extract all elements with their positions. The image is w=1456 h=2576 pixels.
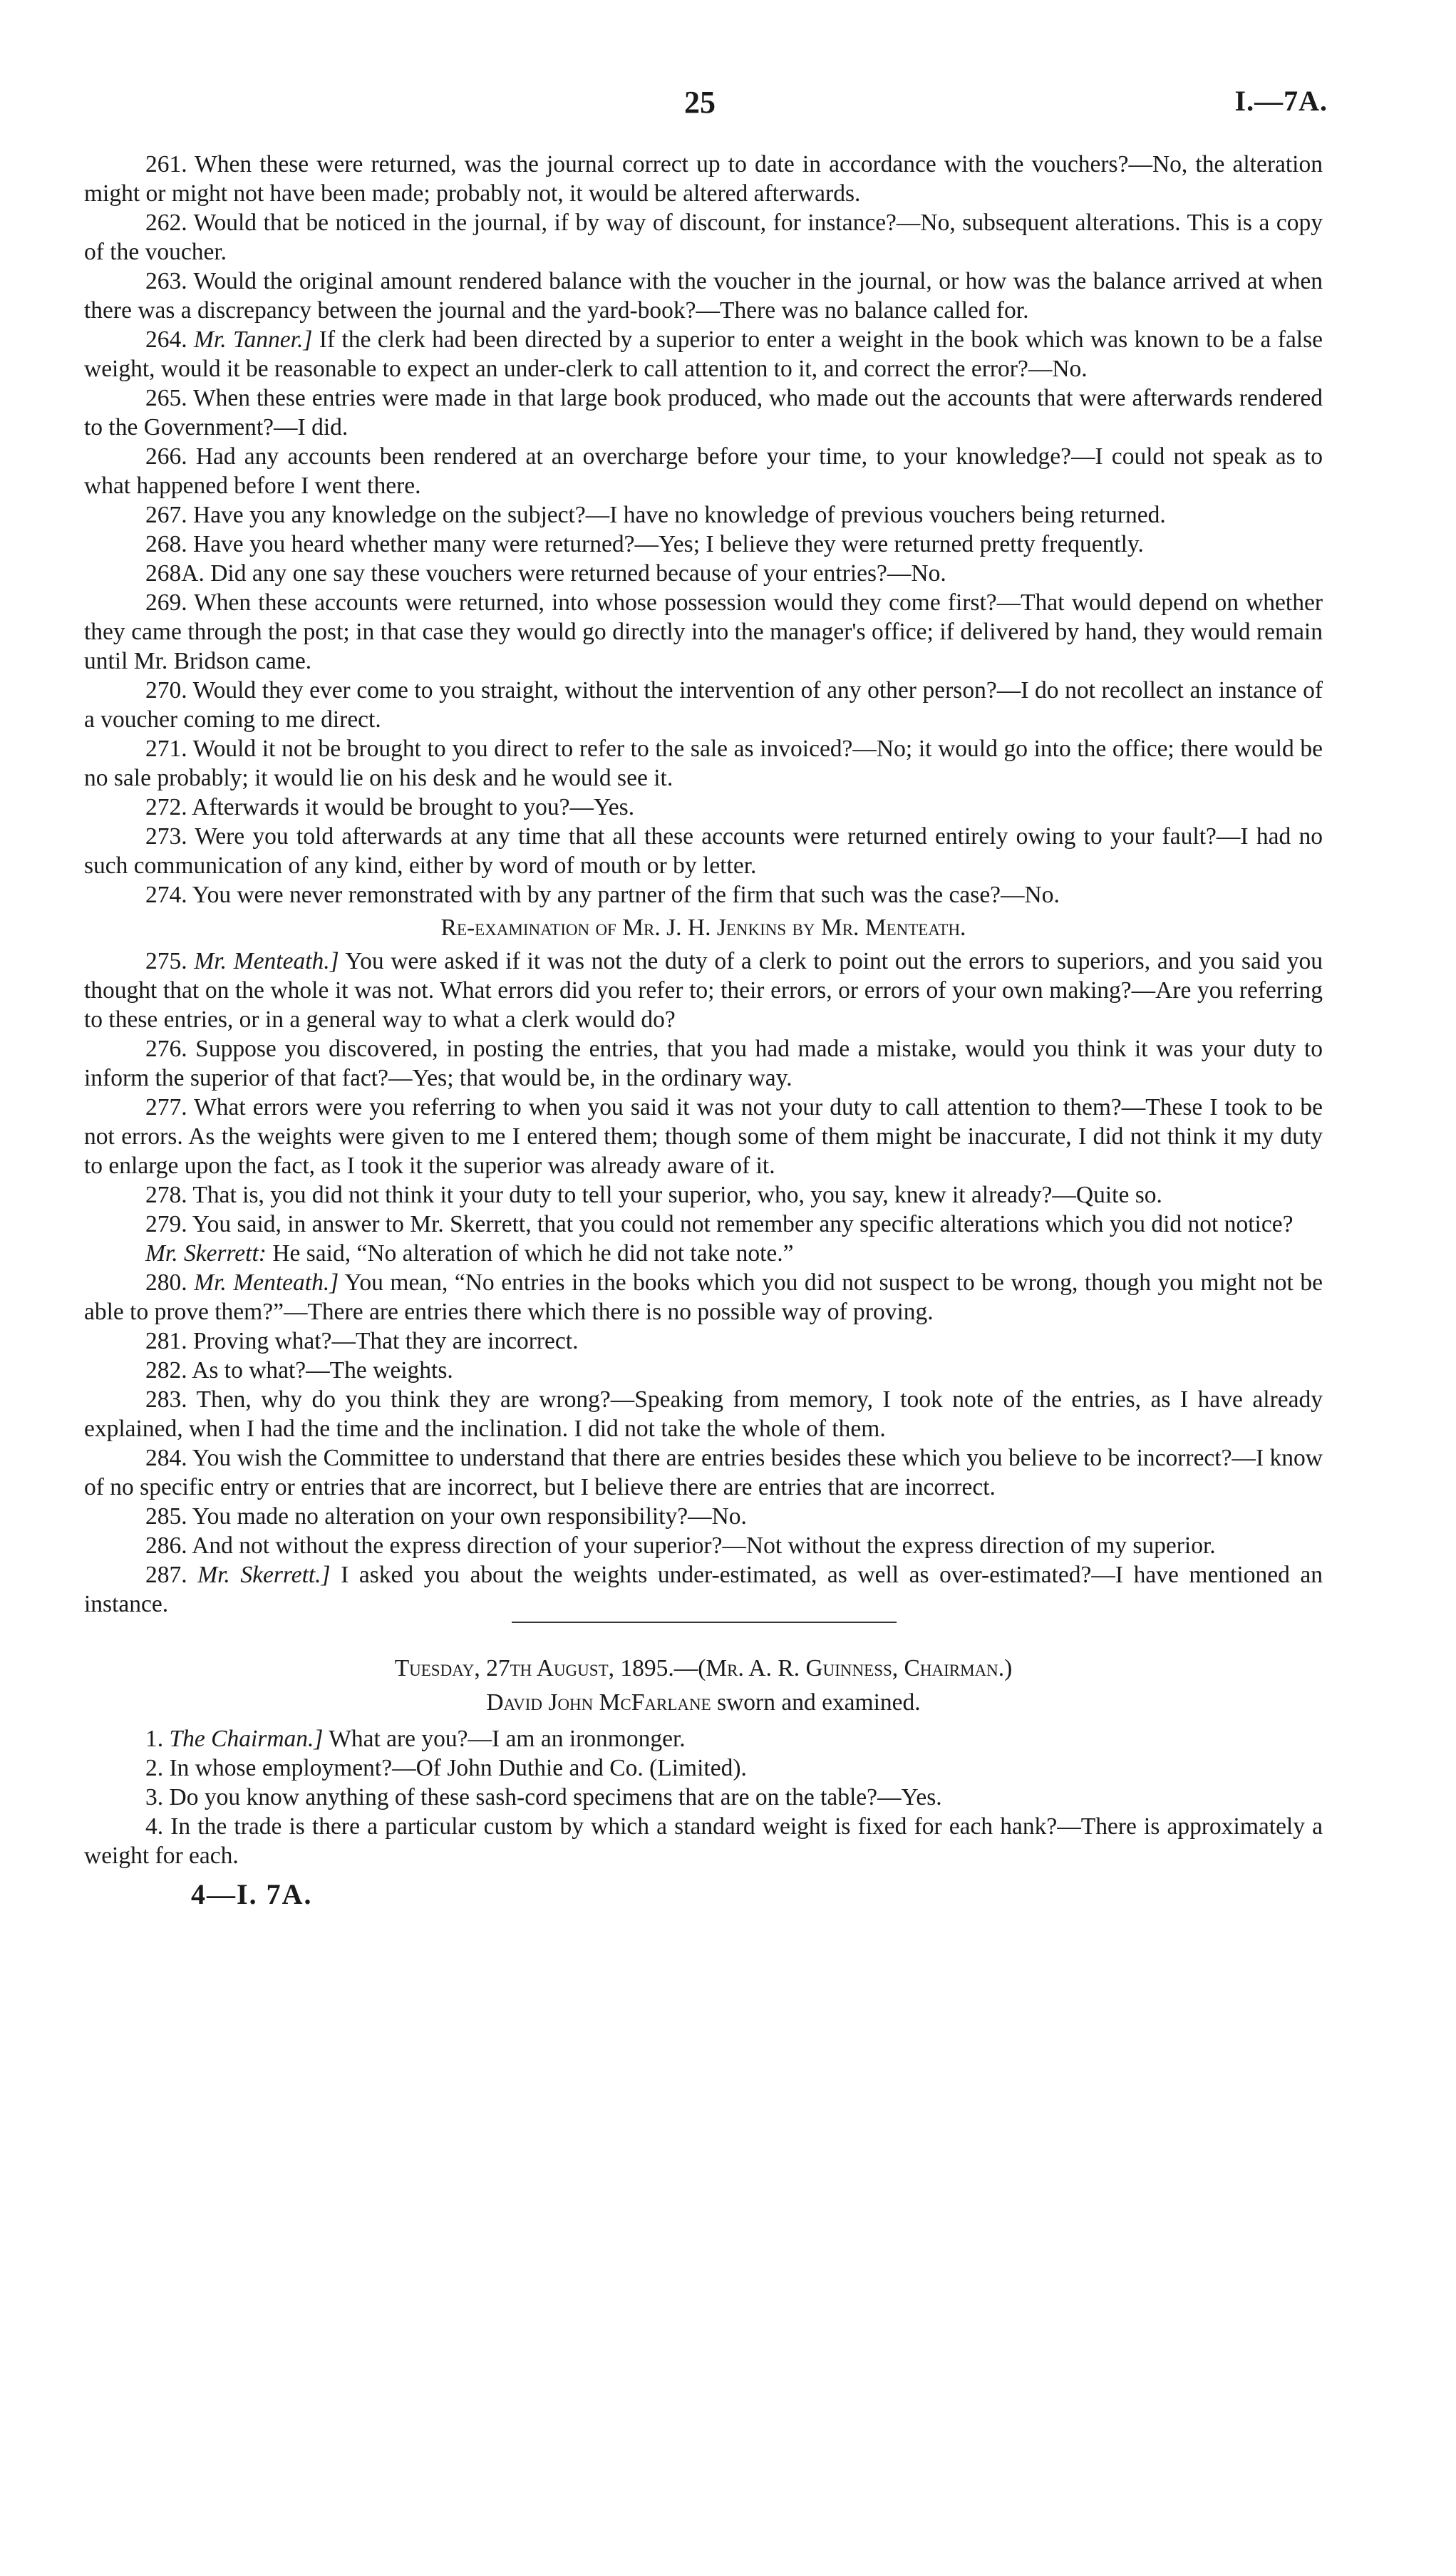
entry-number: 282. — [145, 1357, 187, 1384]
document-body — [84, 150, 1323, 1911]
entry-text: Have you any knowledge on the subject?—I have no knowledge of previous vouchers being returned. — [193, 502, 1166, 528]
reexamination-heading — [84, 912, 1323, 944]
testimony-entry — [84, 1753, 1323, 1783]
testimony-entry — [84, 588, 1323, 676]
entry-number: 268. — [145, 531, 187, 557]
testimony-entry — [84, 1093, 1323, 1180]
entry-number: 265. — [145, 385, 187, 411]
examination-section — [84, 150, 1323, 910]
entry-number: 271. — [145, 736, 187, 762]
entry-number: 269. — [145, 589, 187, 616]
entry-text: Then, why do you think they are wrong?—Speaking from memory, I took note of the entries, as I have already explained, when I had the time and the inclination. I did not take the whole of them. — [84, 1386, 1323, 1442]
testimony-entry — [84, 734, 1323, 793]
testimony-entry — [84, 500, 1323, 530]
testimony-entry — [84, 530, 1323, 559]
entry-text: Had any accounts been rendered at an overcharge before your time, to your knowledge?—I could not speak as to what happened before I went there. — [84, 443, 1323, 499]
entry-number: 263. — [145, 268, 187, 294]
entry-number: 286. — [145, 1532, 187, 1559]
sitting-heading: Tuesday, 27th August, 1895.—(Mr. A. R. Guinness, Chairman.) — [394, 1655, 1013, 1681]
testimony-entry — [84, 208, 1323, 267]
entry-speaker: Mr. Menteath.] — [194, 1269, 339, 1296]
reexamination-heading-pre: Re-examination of Mr. J. H. — [440, 915, 711, 941]
testimony-entry — [84, 1783, 1323, 1812]
entry-text: In whose employment?—Of John Duthie and Co. (Limited). — [169, 1755, 747, 1781]
entry-number: 280. — [145, 1269, 187, 1296]
witness-name: David John McFarlane — [486, 1689, 711, 1716]
entry-number: 268A. — [145, 560, 205, 587]
entry-text: Have you heard whether many were returned?—Yes; I believe they were returned pretty frequently. — [193, 531, 1144, 557]
entry-number: 284. — [145, 1445, 187, 1471]
entry-number: 276. — [145, 1036, 187, 1062]
testimony-entry — [84, 947, 1323, 1034]
entry-text: What are you?—I am an ironmonger. — [329, 1726, 686, 1752]
testimony-entry — [84, 793, 1323, 822]
entry-number: 264. — [145, 326, 187, 353]
testimony-entry — [84, 1531, 1323, 1560]
testimony-entry — [84, 383, 1323, 442]
entry-text: You were asked if it was not the duty of a clerk to point out the errors to superiors, and you said you thought that on the whole it was not. What errors did you refer to; their errors, or errors of your own making?—Are you referring to these entries, or in a general way to what a clerk would do? — [84, 948, 1323, 1033]
entry-text: Did any one say these vouchers were returned because of your entries?—No. — [210, 560, 946, 587]
entry-number: 1. — [145, 1726, 164, 1752]
entry-number: 4. — [145, 1813, 164, 1840]
entry-text: Do you know anything of these sash-cord specimens that are on the table?—Yes. — [169, 1784, 942, 1810]
entry-text: You made no alteration on your own responsibility?—No. — [192, 1503, 747, 1530]
testimony-entry — [84, 150, 1323, 208]
entry-number: 3. — [145, 1784, 164, 1810]
entry-text: Would they ever come to you straight, without the intervention of any other person?—I do not recollect an instance of a voucher coming to me direct. — [84, 677, 1323, 733]
entry-text: Would it not be brought to you direct to refer to the sale as invoiced?—No; it would go into the office; there would be no sale probably; it would lie on his desk and he would see it. — [84, 736, 1323, 791]
entry-number: 285. — [145, 1503, 187, 1530]
entry-text: That is, you did not think it your duty to tell your superior, who, you say, knew it already?—Quite so. — [192, 1182, 1162, 1208]
entry-number: 287. — [145, 1562, 187, 1588]
entry-number: 2. — [145, 1755, 164, 1781]
testimony-entry — [84, 1502, 1323, 1531]
testimony-entry — [84, 1443, 1323, 1502]
entry-text: Suppose you discovered, in posting the entries, that you had made a mistake, would you think it was your duty to inform the superior of that fact?—Yes; that would be, in the ordinary way. — [84, 1036, 1323, 1091]
witness-heading — [84, 1686, 1323, 1720]
testimony-entry — [84, 1724, 1323, 1753]
entry-number: 270. — [145, 677, 187, 704]
testimony-entry — [84, 1385, 1323, 1443]
entry-number: 281. — [145, 1328, 187, 1354]
testimony-entry — [84, 1812, 1323, 1870]
entry-text: You said, in answer to Mr. Skerrett, that you could not remember any specific alterations which you did not notice? — [192, 1211, 1294, 1237]
entry-text: When these entries were made in that large book produced, who made out the accounts that were afterwards rendered to the Government?—I did. — [84, 385, 1323, 441]
reexamination-heading-post: by Mr. Menteath. — [792, 915, 966, 941]
entry-text: When these were returned, was the journal correct up to date in accordance with the vouchers?—No, the alteration might or might not have been made; probably not, it would be altered afterwards. — [84, 151, 1323, 207]
section-divider — [512, 1622, 897, 1623]
testimony-entry — [84, 442, 1323, 500]
entry-number: 266. — [145, 443, 187, 470]
reexamination-section — [84, 947, 1323, 1619]
signature-mark: 4—I. 7A. — [191, 1878, 313, 1910]
entry-text: And not without the express direction of your superior?—Not without the express direction of my superior. — [192, 1532, 1216, 1559]
document-reference: I.—7A. — [1234, 85, 1328, 117]
testimony-entry — [84, 1034, 1323, 1093]
entry-speaker: Mr. Tanner.] — [194, 326, 313, 353]
entry-number: 273. — [145, 823, 187, 850]
entry-speaker: Mr. Menteath.] — [194, 948, 339, 974]
entry-text: If the clerk had been directed by a superior to enter a weight in the book which was known to be a false weight, would it be reasonable to expect an under-clerk to call attention to it, and correct the error?—No. — [84, 326, 1323, 382]
entry-speaker: Mr. Skerrett.] — [197, 1562, 331, 1588]
entry-text: You wish the Committee to understand that there are entries besides these which you believe to be incorrect?—I know of no specific entry or entries that are incorrect, but I believe there are entries that are incorrect. — [84, 1445, 1323, 1500]
entry-number: 267. — [145, 502, 187, 528]
testimony-entry — [84, 559, 1323, 588]
entry-text: What errors were you referring to when you said it was not your duty to call attention to them?—These I took to be not errors. As the weights were given to me I entered them; though some of them might be inaccurate, I did not think it my duty to enlarge upon the fact, as I took it the superior was already aware of it. — [84, 1094, 1323, 1179]
entry-number: 272. — [145, 794, 187, 820]
testimony-entry — [84, 1180, 1323, 1210]
entry-speaker: Mr. Skerrett: — [145, 1240, 267, 1267]
testimony-entry — [84, 325, 1323, 383]
entry-text: As to what?—The weights. — [192, 1357, 453, 1384]
entry-text: He said, “No alteration of which he did not take note.” — [272, 1240, 794, 1267]
entry-text: You mean, “No entries in the books which you did not suspect to be wrong, though you might not be able to prove them?”—There are entries there which there is no possible way of proving. — [84, 1269, 1323, 1325]
entry-text: Proving what?—That they are incorrect. — [193, 1328, 579, 1354]
reexamination-witness-name: Jenkins — [716, 915, 787, 941]
testimony-entry — [84, 1560, 1323, 1619]
testimony-entry — [84, 1268, 1323, 1326]
testimony-entry — [84, 267, 1323, 325]
witness-status: sworn and examined. — [717, 1689, 921, 1716]
entry-speaker: The Chairman.] — [169, 1726, 324, 1752]
entry-number: 283. — [145, 1386, 187, 1413]
entry-number: 261. — [145, 151, 187, 177]
testimony-entry — [84, 1210, 1323, 1239]
entry-number: 262. — [145, 210, 187, 236]
testimony-entry — [84, 676, 1323, 734]
entry-text: In the trade is there a particular custom by which a standard weight is fixed for each hank?—There is approximately a weight for each. — [84, 1813, 1323, 1869]
testimony-entry — [84, 1239, 1323, 1268]
testimony-entry — [84, 822, 1323, 880]
testimony-entry — [84, 1356, 1323, 1385]
entry-number: 279. — [145, 1211, 187, 1237]
testimony-entry — [84, 880, 1323, 910]
entry-number: 274. — [145, 882, 187, 908]
entry-text: Afterwards it would be brought to you?—Yes. — [192, 794, 635, 820]
entry-text: When these accounts were returned, into whose possession would they come first?—That would depend on whether they came through the post; in that case they would go directly into the manager's office; if delivered by hand, they would remain until Mr. Bridson came. — [84, 589, 1323, 674]
entry-text: Were you told afterwards at any time that all these accounts were returned entirely owing to your fault?—I had no such communication of any kind, either by word of mouth or by letter. — [84, 823, 1323, 879]
entry-text: Would that be noticed in the journal, if by way of discount, for instance?—No, subsequent alterations. This is a copy of the voucher. — [84, 210, 1323, 265]
new-witness-section — [84, 1724, 1323, 1870]
entry-number: 275. — [145, 948, 187, 974]
page-header — [0, 84, 1456, 127]
entry-text: I asked you about the weights under-estimated, as well as over-estimated?—I have mentioned an instance. — [84, 1562, 1323, 1617]
entry-text: You were never remonstrated with by any partner of the firm that such was the case?—No. — [192, 882, 1060, 908]
testimony-entry — [84, 1326, 1323, 1356]
page-number: 25 — [684, 85, 716, 120]
entry-text: Would the original amount rendered balance with the voucher in the journal, or how was the balance arrived at when there was a discrepancy between the journal and the yard-book?—There was no balance called for. — [84, 268, 1323, 324]
entry-number: 277. — [145, 1094, 187, 1120]
entry-number: 278. — [145, 1182, 187, 1208]
